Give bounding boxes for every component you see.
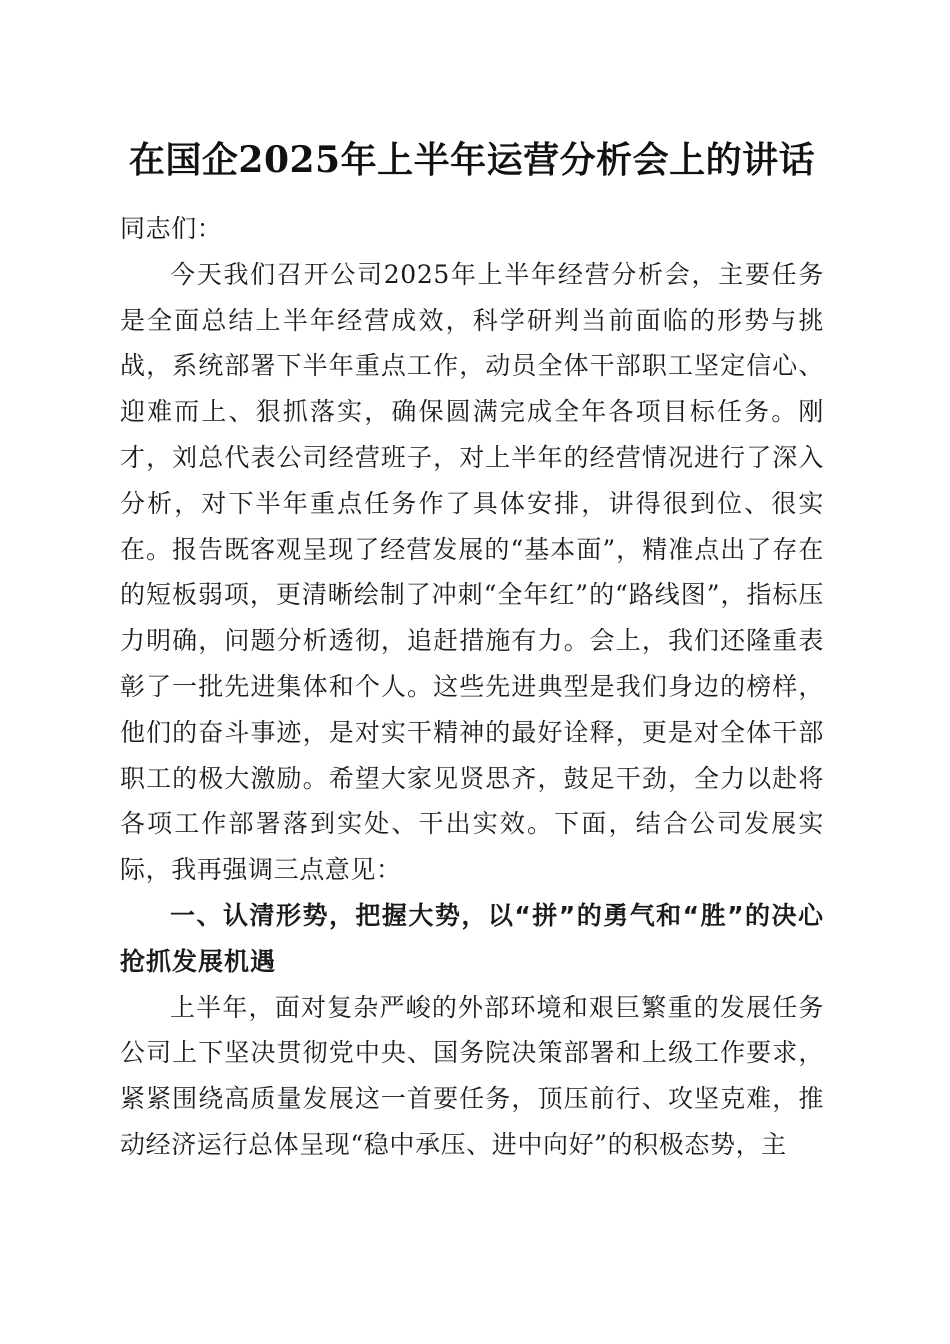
- salutation: 同志们：: [120, 214, 223, 243]
- document-title: 在国企2025年上半年运营分析会上的讲话: [128, 139, 816, 181]
- document-body: [120, 206, 824, 1168]
- section-heading-1: 一、认清形势，把握大势，以“拼”的勇气和“胜”的决心抢抓发展机遇: [120, 900, 824, 976]
- paragraph-section-1: 上半年，面对复杂严峻的外部环境和艰巨繁重的发展任务公司上下坚决贯彻党中央、国务院决策部署和上级工作要求，紧紧围绕高质量发展这一首要任务，顶压前行、攻坚克难，推动经济运行总体呈现“稳中承压、进中向好”的积极态势，主: [120, 992, 824, 1159]
- paragraph-intro: 今天我们召开公司2025年上半年经营分析会，主要任务是全面总结上半年经营成效，科学研判当前面临的形势与挑战，系统部署下半年重点工作，动员全体干部职工坚定信心、迎难而上、狠抓落实，确保圆满完成全年各项目标任务。刚才，刘总代表公司经营班子，对上半年的经营情况进行了深入分析，对下半年重点任务作了具体安排，讲得很到位、很实在。报告既客观呈现了经营发展的“基本面”，精准点出了存在的短板弱项，更清晰绘制了冲刺“全年红”的“路线图”，指标压力明确，问题分析透彻，追赶措施有力。会上，我们还隆重表彰了一批先进集体和个人。这些先进典型是我们身边的榜样，他们的奋斗事迹，是对实干精神的最好诠释，更是对全体干部职工的极大激励。希望大家见贤思齐，鼓足干劲，全力以赴将各项工作部署落到实处、干出实效。下面，结合公司发展实际，我再强调三点意见：: [120, 259, 824, 885]
